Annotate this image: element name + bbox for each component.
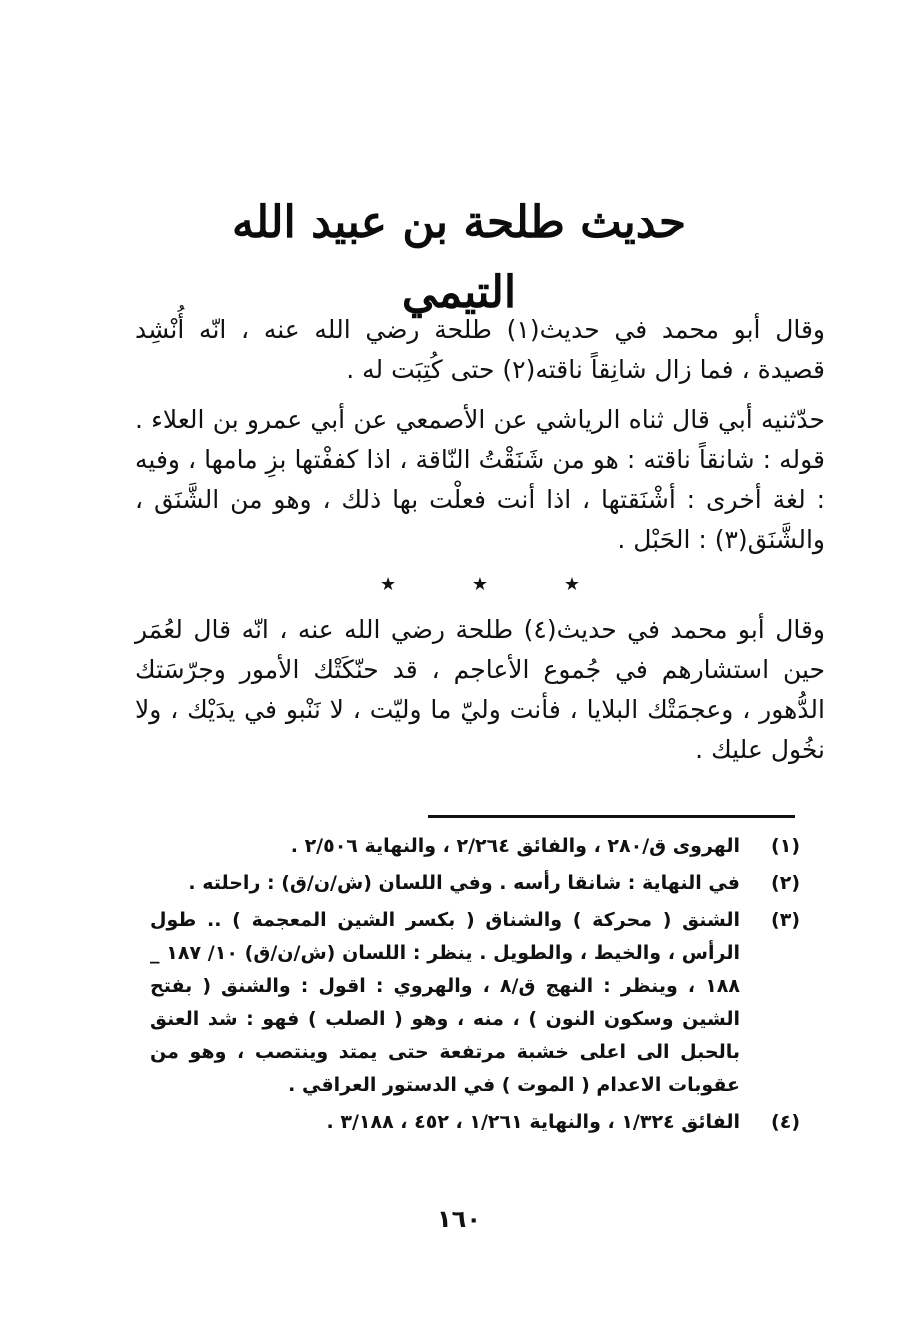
- star-icon: ★: [563, 574, 580, 595]
- footnotes: [150, 830, 800, 1143]
- page-number: ١٦٠: [437, 1205, 481, 1233]
- footnote-number: (٤): [771, 1111, 800, 1133]
- footnote-text: الفائق ١/٣٢٤ ، والنهاية ١/٢٦١ ، ٤٥٢ ، ٣/١٨٨ .: [326, 1111, 740, 1133]
- star-icon: ★: [471, 574, 489, 595]
- footnote-number: (٢): [771, 872, 800, 894]
- footnote-item: [150, 1106, 800, 1139]
- section-separator: [380, 574, 580, 595]
- star-icon: ★: [380, 574, 397, 595]
- footnote-divider: [428, 815, 795, 818]
- footnote-number: (٣): [771, 909, 800, 931]
- page-title: حديث طلحة بن عبيد الله التيمي: [231, 197, 687, 318]
- footnote-number: (١): [771, 835, 800, 857]
- footnote-text: الشنق ( محركة ) والشناق ( بكسر الشين المعجمة ) .. طول الرأس ، والخيط ، والطويل . ينظر : اللسان (ش/ن/ق) ١٠/ ١٨٧ _ ١٨٨ ، وينظر : النهج ق/٨ ، والهروي : اقول : والشنق ( بفتح الشين وسكون النون ) ، منه ، وهو ( الصلب ) فهو : شد العنق بالحبل الى اعلى خشبة مرتفعة حتى يمتد وينتصب ، وهو من عقوبات الاعدام ( الموت ) في الدستور العراقي .: [150, 909, 740, 1096]
- paragraph-3: وقال أبو محمد في حديث(٤) طلحة رضي الله عنه ، انّه قال لعُمَر حين استشارهم في جُموع الأعاجم ، قد حنّكَتْك الأمور وجرّسَتك الدُّهور ، وعجمَتْك البلايا ، فأنت وليّ ما وليّت ، لا نَنْبو في يدَيْك ، ولا نخُول عليك .: [135, 615, 825, 764]
- footnote-text: الهروى ق/٢٨٠ ، والفائق ٢/٢٦٤ ، والنهاية ٢/٥٠٦ .: [290, 835, 740, 857]
- paragraph-2: حدّثنيه أبي قال ثناه الرياشي عن الأصمعي عن أبي عمرو بن العلاء . قوله : شانقاً ناقته : هو من شَنَقْتُ النّاقة ، اذا كففْتها بزِ مامها ، وفيه : لغة أخرى : أشْنَقتها ، اذا أنت فعلْت بها ذلك ، وهو من الشَّنَق ، والشَّنَق(٣) : الحَبْل .: [135, 405, 825, 554]
- paragraph-1: وقال أبو محمد في حديث(١) طلحة رضي الله عنه ، انّه أُنْشِد قصيدة ، فما زال شانِقاً ناقته(٢) حتى كُتِبَت له .: [135, 315, 825, 384]
- footnote-item: [150, 830, 800, 863]
- footnote-text: في النهاية : شانقا رأسه . وفي اللسان (ش/ن/ق) : راحلته .: [188, 872, 740, 894]
- footnote-item: [150, 904, 800, 1102]
- footnote-item: [150, 867, 800, 900]
